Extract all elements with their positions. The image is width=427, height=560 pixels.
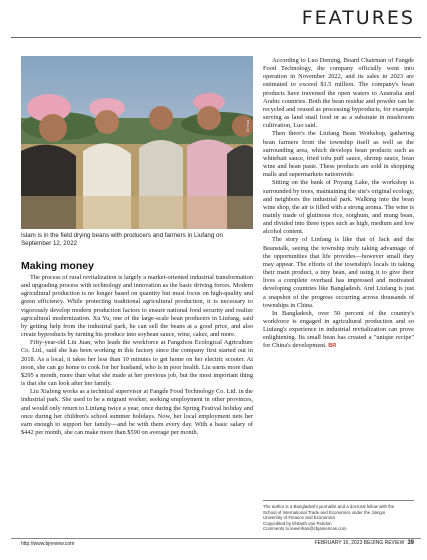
paragraph-final (263, 310, 414, 351)
paragraph-final-text: In Bangladesh, over 50 percent of the country's workforce is engaged in agricultural production and so Liufang's experience in industrial revitalization can prove enlightening. Its small bean has created a "unique recipe" for China's development. (263, 309, 414, 350)
end-mark: BR (328, 343, 337, 350)
bio-line: University of Finance and Economics (263, 515, 336, 521)
paragraph: The story of Linfang is like that of Jack and the Beanstalk, seeing the township truly taking advantage of the opportunities that life provides—however small they may appear. The efforts of the township's locals in taking their main product, a tiny bean, and using it to give their lives a complete overhaul has impressed and motivated developing countries like Bangladesh. And Liufang is just a snapshot of the progress occurring across thousands of townships in China. (263, 236, 414, 309)
footer-date: FEBRUARY 16, 2023 BEIJING REVIEW (314, 540, 405, 546)
paragraph: Liu Xiafeng works as a technical supervisor at Fangde Food Technology Co. Ltd. in the industrial park. She used to be a migrant worker, seeking employment in other provinces, and would only return to Linfang twice a year, once during the Spring Festival holiday and once during her children's school summer holidays. Now, her local employment nets her earn enough to support her family—and be with them every day. With a basic salary of $442 per month, she can make more than $590 on average per month. (21, 388, 253, 436)
photo-credit: Xinhua (246, 119, 250, 132)
section-heading: Making money (21, 260, 94, 272)
right-column-text (263, 57, 414, 351)
paragraph: Fifty-year-old Liu Juan, who leads the workforce at Fangzhou Ecological Agriculture Co. Ltd., said she has been working in this factory since the company first started out in 2018. As a local, it takes her less than 10 minutes to get home on her electric scooter. At noon, she can go home to cook for her husband, who is in poor health. Liu earns more than $295 a month, more than what she made at her previous job, but the most important thing is that she can look after her family. (21, 339, 253, 388)
photo-illustration (21, 56, 253, 229)
paragraph: According to Luo Deming, Board Chairman of Fangde Food Technology, the company officially went into operation in November 2022, and its sales in 2023 are estimated to exceed $1.5 million. The company's bean products have traversed the open waters to Australia and Arabic countries. Both the bean residue and powder can be recycled and reused as processing byproducts, for example serving as land snail food or as a substrate in mushroom cultivation, Luo said. (263, 57, 414, 130)
page-header (0, 0, 427, 40)
page-number: 39 (407, 540, 414, 546)
author-bio (263, 500, 414, 532)
bio-line: The author is a Bangladeshi journalist and a doctoral fellow with the (263, 504, 395, 509)
left-column-text (21, 274, 253, 437)
bio-line: Comments to lewenhan@cbjamericas.com (263, 526, 347, 532)
footer-url[interactable]: http://www.bjreview.com (21, 541, 75, 547)
bio-line: Copyedited by Elsbeth van Paridon (263, 520, 332, 526)
bio-line: School of International Trade and Economics under the Jiangxi (263, 509, 386, 515)
footer-rule (11, 538, 421, 539)
paragraph: Sitting on the bank of Poyang Lake, the workshop is surrounded by trees, maintaining the site's original ecology, and neighbors the industrial park. Walking into the bean wine shop, the air is filled with a strong aroma. The wine is mainly made of glutinous rice, sorghum, and mung bean, and divided into three types such as high, medium and low alcohol content. (263, 179, 415, 236)
header-rule (11, 37, 421, 38)
footer-publication (314, 540, 414, 546)
section-title: FEATURES (301, 7, 415, 29)
feature-photo (21, 56, 253, 229)
photo-caption: Islam is in the field drying beans with producers and farmers in Liufang on September 12, 2022 (21, 232, 223, 247)
paragraph: The process of rural revitalization is largely a market-oriented industrial transformation and upgrading process with technology and innovation as the basic driving forces. Modern agricultural production is no longer based on quantity but must focus on high-quality and green efficiency. While protecting traditional agricultural production, it is necessary to vigorously develop modern production factors to ensure national food security and realize agricultural modernization. Xu Yu, one of the large-scale bean producers in Liufang, said by getting help from the industrial park, he can sell the beans at a good price, and also create byproducts by turning his produce into soybean sauce, wine, cakes, and more. (21, 274, 253, 339)
paragraph: Then there's the Liufang Bean Workshop, gathering bean farmers from the township itself as well as the surrounding area, which develops bean products such as whitebait sauce, fried tofu puff sauce, shrimp sauce, bean wine and bean paste. These products are sold in shopping malls and supermarkets nationwide. (263, 130, 414, 179)
